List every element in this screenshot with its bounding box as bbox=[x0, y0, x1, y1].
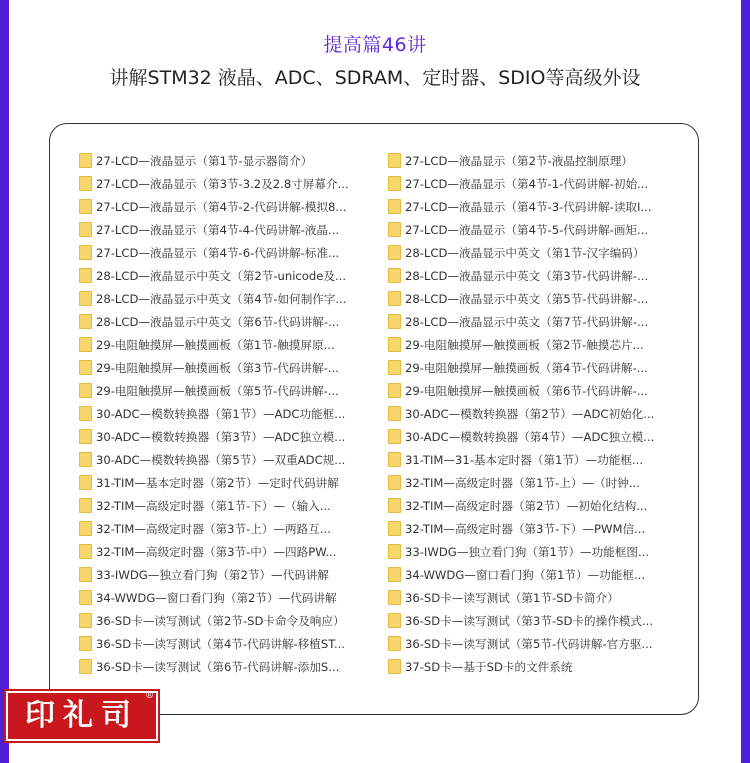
folder-name: 29-电阻触摸屏—触摸画板（第1节-触摸屏原... bbox=[96, 338, 335, 352]
folder-name: 29-电阻触摸屏—触摸画板（第5节-代码讲解-... bbox=[96, 384, 339, 398]
folder-name: 30-ADC—模数转换器（第2节）—ADC初始化... bbox=[405, 407, 655, 421]
folder-item[interactable] bbox=[79, 357, 369, 380]
folder-name: 27-LCD—液晶显示（第4节-5-代码讲解-画矩... bbox=[405, 223, 649, 237]
folder-item[interactable] bbox=[388, 380, 678, 403]
folder-name: 32-TIM—高级定时器（第3节-上）—两路互... bbox=[96, 522, 331, 536]
folder-icon bbox=[388, 636, 401, 651]
folder-item[interactable] bbox=[388, 173, 678, 196]
folder-name: 33-IWDG—独立看门狗（第2节）—代码讲解 bbox=[96, 568, 330, 582]
folder-item[interactable] bbox=[388, 334, 678, 357]
folder-name: 30-ADC—模数转换器（第4节）—ADC独立模... bbox=[405, 430, 655, 444]
folder-icon bbox=[79, 498, 92, 513]
folder-icon bbox=[79, 360, 92, 375]
folder-item[interactable] bbox=[79, 173, 369, 196]
folder-item[interactable] bbox=[79, 656, 369, 679]
folder-item[interactable] bbox=[79, 311, 369, 334]
folder-name: 27-LCD—液晶显示（第2节-液晶控制原理） bbox=[405, 154, 633, 168]
folder-name: 37-SD卡—基于SD卡的文件系统 bbox=[405, 660, 573, 674]
folder-icon bbox=[79, 521, 92, 536]
folder-item[interactable] bbox=[388, 403, 678, 426]
brand-stamp-logo bbox=[6, 691, 158, 741]
folder-item[interactable] bbox=[388, 288, 678, 311]
folder-name: 32-TIM—高级定时器（第1节-下）—（输入... bbox=[96, 499, 331, 513]
folder-name: 29-电阻触摸屏—触摸画板（第6节-代码讲解-... bbox=[405, 384, 648, 398]
folder-icon bbox=[388, 429, 401, 444]
folder-name: 30-ADC—模数转换器（第5节）—双重ADC规... bbox=[96, 453, 346, 467]
folder-icon bbox=[388, 613, 401, 628]
folder-icon bbox=[79, 314, 92, 329]
folder-icon bbox=[79, 337, 92, 352]
folder-name: 27-LCD—液晶显示（第3节-3.2及2.8寸屏幕介... bbox=[96, 177, 349, 191]
folder-item[interactable] bbox=[388, 449, 678, 472]
folder-item[interactable] bbox=[388, 610, 678, 633]
folder-icon bbox=[388, 521, 401, 536]
folder-item[interactable] bbox=[79, 610, 369, 633]
folder-item[interactable] bbox=[79, 518, 369, 541]
folder-name: 27-LCD—液晶显示（第4节-3-代码讲解-读取I... bbox=[405, 200, 652, 214]
folder-item[interactable] bbox=[388, 495, 678, 518]
folder-item[interactable] bbox=[79, 288, 369, 311]
folder-name: 28-LCD—液晶显示中英文（第2节-unicode及... bbox=[96, 269, 347, 283]
folder-list-right-column bbox=[388, 150, 678, 679]
registered-mark: ® bbox=[145, 691, 154, 701]
folder-icon bbox=[79, 636, 92, 651]
folder-name: 28-LCD—液晶显示中英文（第7节-代码讲解-... bbox=[405, 315, 649, 329]
folder-icon bbox=[79, 544, 92, 559]
folder-icon bbox=[388, 659, 401, 674]
folder-icon bbox=[79, 268, 92, 283]
folder-name: 36-SD卡—读写测试（第4节-代码讲解-移植ST... bbox=[96, 637, 345, 651]
folder-name: 36-SD卡—读写测试（第6节-代码讲解-添加S... bbox=[96, 660, 340, 674]
folder-item[interactable] bbox=[79, 541, 369, 564]
folder-item[interactable] bbox=[388, 357, 678, 380]
folder-name: 28-LCD—液晶显示中英文（第5节-代码讲解-... bbox=[405, 292, 649, 306]
folder-icon bbox=[79, 567, 92, 582]
folder-item[interactable] bbox=[79, 403, 369, 426]
folder-icon bbox=[79, 291, 92, 306]
folder-item[interactable] bbox=[388, 150, 678, 173]
folder-icon bbox=[79, 590, 92, 605]
stamp-text: 印礼司 bbox=[25, 698, 139, 733]
folder-name: 29-电阻触摸屏—触摸画板（第4节-代码讲解-... bbox=[405, 361, 648, 375]
folder-icon bbox=[388, 452, 401, 467]
folder-icon bbox=[388, 360, 401, 375]
folder-item[interactable] bbox=[79, 242, 369, 265]
folder-name: 32-TIM—高级定时器（第2节）—初始化结构... bbox=[405, 499, 648, 513]
folder-icon bbox=[388, 153, 401, 168]
folder-item[interactable] bbox=[79, 495, 369, 518]
folder-item[interactable] bbox=[79, 564, 369, 587]
folder-icon bbox=[79, 153, 92, 168]
page-subtitle: 讲解STM32 液晶、ADC、SDRAM、定时器、SDIO等高级外设 bbox=[109, 67, 641, 89]
folder-icon bbox=[388, 567, 401, 582]
folder-name: 33-IWDG—独立看门狗（第1节）—功能框图... bbox=[405, 545, 650, 559]
folder-icon bbox=[388, 544, 401, 559]
folder-name: 29-电阻触摸屏—触摸画板（第2节-触摸芯片... bbox=[405, 338, 644, 352]
folder-name: 28-LCD—液晶显示中英文（第3节-代码讲解-... bbox=[405, 269, 649, 283]
folder-icon bbox=[388, 222, 401, 237]
right-accent-bar bbox=[741, 0, 750, 763]
folder-icon bbox=[388, 291, 401, 306]
folder-item[interactable] bbox=[79, 219, 369, 242]
folder-icon bbox=[79, 429, 92, 444]
folder-icon bbox=[388, 199, 401, 214]
folder-item[interactable] bbox=[388, 196, 678, 219]
folder-name: 28-LCD—液晶显示中英文（第6节-代码讲解-... bbox=[96, 315, 340, 329]
folder-item[interactable] bbox=[79, 426, 369, 449]
folder-item[interactable] bbox=[79, 587, 369, 610]
folder-icon bbox=[79, 452, 92, 467]
folder-icon bbox=[388, 314, 401, 329]
folder-name: 30-ADC—模数转换器（第1节）—ADC功能框... bbox=[96, 407, 346, 421]
folder-icon bbox=[79, 199, 92, 214]
folder-icon bbox=[79, 383, 92, 398]
folder-item[interactable] bbox=[388, 242, 678, 265]
folder-name: 31-TIM—基本定时器（第2节）—定时代码讲解 bbox=[96, 476, 339, 490]
page-title: 提高篇46讲 bbox=[323, 34, 427, 56]
folder-icon bbox=[388, 268, 401, 283]
folder-name: 36-SD卡—读写测试（第1节-SD卡简介） bbox=[405, 591, 619, 605]
folder-item[interactable] bbox=[388, 265, 678, 288]
folder-item[interactable] bbox=[388, 656, 678, 679]
folder-item[interactable] bbox=[388, 633, 678, 656]
folder-name: 32-TIM—高级定时器（第3节-中）—四路PW... bbox=[96, 545, 337, 559]
folder-icon bbox=[388, 498, 401, 513]
folder-name: 32-TIM—高级定时器（第1节-上）—（时钟... bbox=[405, 476, 640, 490]
folder-icon bbox=[388, 176, 401, 191]
folder-name: 36-SD卡—读写测试（第3节-SD卡的操作模式... bbox=[405, 614, 654, 628]
folder-icon bbox=[388, 337, 401, 352]
folder-item[interactable] bbox=[79, 449, 369, 472]
folder-icon bbox=[388, 406, 401, 421]
folder-item[interactable] bbox=[388, 426, 678, 449]
folder-item[interactable] bbox=[388, 219, 678, 242]
folder-name: 34-WWDG—窗口看门狗（第1节）—功能框... bbox=[405, 568, 646, 582]
folder-icon bbox=[79, 222, 92, 237]
folder-name: 27-LCD—液晶显示（第4节-1-代码讲解-初始... bbox=[405, 177, 649, 191]
folder-item[interactable] bbox=[388, 311, 678, 334]
folder-name: 27-LCD—液晶显示（第1节-显示器简介） bbox=[96, 154, 313, 168]
folder-name: 34-WWDG—窗口看门狗（第2节）—代码讲解 bbox=[96, 591, 337, 605]
folder-name: 29-电阻触摸屏—触摸画板（第3节-代码讲解-... bbox=[96, 361, 339, 375]
folder-name: 36-SD卡—读写测试（第2节-SD卡命令及响应） bbox=[96, 614, 345, 628]
folder-name: 36-SD卡—读写测试（第5节-代码讲解-官方驱... bbox=[405, 637, 653, 651]
folder-item[interactable] bbox=[388, 564, 678, 587]
folder-icon bbox=[79, 245, 92, 260]
folder-icon bbox=[388, 590, 401, 605]
folder-name: 27-LCD—液晶显示（第4节-2-代码讲解-模拟8... bbox=[96, 200, 347, 214]
folder-item[interactable] bbox=[388, 518, 678, 541]
folder-item[interactable] bbox=[79, 472, 369, 495]
folder-icon bbox=[79, 406, 92, 421]
folder-name: 30-ADC—模数转换器（第3节）—ADC独立模... bbox=[96, 430, 346, 444]
folder-item[interactable] bbox=[388, 587, 678, 610]
folder-item[interactable] bbox=[79, 380, 369, 403]
folder-item[interactable] bbox=[388, 541, 678, 564]
folder-item[interactable] bbox=[388, 472, 678, 495]
folder-name: 31-TIM—31-基本定时器（第1节）—功能框... bbox=[405, 453, 644, 467]
folder-icon bbox=[79, 475, 92, 490]
folder-icon bbox=[79, 176, 92, 191]
folder-name: 27-LCD—液晶显示（第4节-6-代码讲解-标准... bbox=[96, 246, 340, 260]
folder-item[interactable] bbox=[79, 196, 369, 219]
folder-item[interactable] bbox=[79, 334, 369, 357]
folder-icon bbox=[388, 475, 401, 490]
folder-icon bbox=[388, 383, 401, 398]
folder-item[interactable] bbox=[79, 150, 369, 173]
folder-icon bbox=[388, 245, 401, 260]
folder-name: 32-TIM—高级定时器（第3节-下）—PWM信... bbox=[405, 522, 646, 536]
folder-icon bbox=[79, 613, 92, 628]
folder-name: 28-LCD—液晶显示中英文（第4节-如何制作字... bbox=[96, 292, 347, 306]
folder-name: 27-LCD—液晶显示（第4节-4-代码讲解-液晶... bbox=[96, 223, 340, 237]
folder-item[interactable] bbox=[79, 633, 369, 656]
folder-name: 28-LCD—液晶显示中英文（第1节-汉字编码） bbox=[405, 246, 645, 260]
folder-icon bbox=[79, 659, 92, 674]
left-accent-bar bbox=[0, 0, 9, 763]
folder-list-left-column bbox=[79, 150, 369, 679]
folder-item[interactable] bbox=[79, 265, 369, 288]
